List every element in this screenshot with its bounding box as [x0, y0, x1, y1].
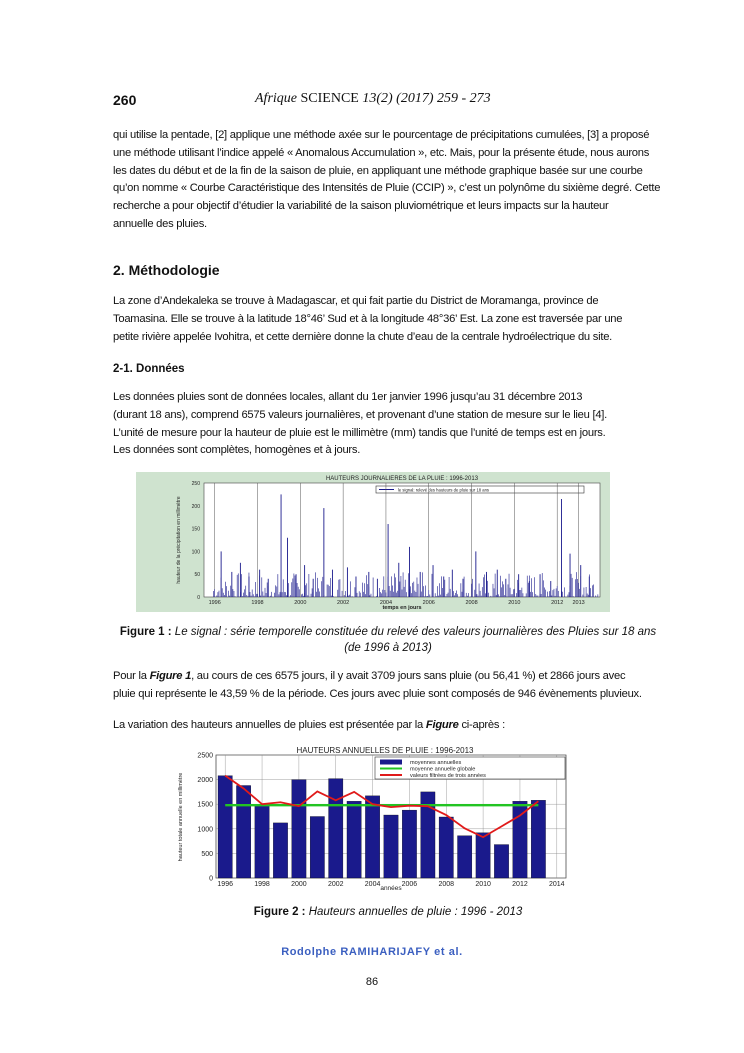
text-line: La zone d’Andekaleka se trouve à Madagascar, et qui fait partie du District de Moramanga, province de — [113, 295, 599, 307]
text-line: une méthode utilisant l’indice appelé « Anomalous Accumulation », etc. Mais, pour la présente étude, nous aurons — [113, 146, 650, 159]
figure-2 — [170, 745, 575, 892]
y-tick-label: 2000 — [197, 777, 213, 785]
annual-bar — [476, 833, 490, 878]
annual-bar — [347, 801, 361, 878]
text-line: qui utilise la pentade, [2] applique une méthode axée sur le pourcentage de précipitations cumulées, [3] a proposé — [113, 129, 650, 141]
x-tick-label: 2006 — [422, 600, 435, 606]
text-line: L’unité de mesure pour la hauteur de pluie est le millimètre (mm) tandis que l’unité de temps est en jours. — [113, 426, 606, 439]
figure-1-caption — [113, 624, 663, 656]
x-tick-label: 2013 — [572, 600, 585, 606]
x-tick-label: 2012 — [551, 600, 564, 606]
x-tick-label: 2014 — [549, 881, 565, 888]
text-line: pluie qui représente le 43,59 % de la période. Ces jours avec pluie sont composés de 946 évènements pluvieux. — [113, 687, 642, 700]
figure-1 — [136, 472, 610, 612]
annual-bar — [458, 836, 472, 878]
subsection-heading: 2-1. Données — [113, 363, 185, 375]
text-line: Les données sont complètes, homogènes et à jours. — [113, 444, 361, 457]
x-tick-label: 2006 — [401, 881, 418, 888]
journal-name-italic: Afrique — [255, 91, 297, 106]
y-tick-label: 2500 — [197, 752, 213, 760]
annual-bar — [439, 817, 453, 878]
x-tick-label: 2000 — [291, 881, 307, 888]
x-axis-label: temps en jours — [382, 605, 422, 611]
text-line: Les données pluies sont de données locales, allant du 1er janvier 1996 jusqu’au 31 décembre 2013 — [113, 391, 583, 403]
chart-title: HAUTEURS JOURNALIERES DE LA PLUIE : 1996-2013 — [325, 476, 479, 482]
annual-bar — [384, 815, 398, 878]
text-fragment: La variation des hauteurs annuelles de pluies est présentée par la — [113, 719, 424, 731]
x-tick-label: 1998 — [251, 600, 264, 606]
y-tick-label: 250 — [191, 481, 200, 487]
figure-1-chart — [136, 472, 610, 612]
x-tick-label: 2004 — [379, 600, 393, 606]
y-tick-label: 1000 — [197, 826, 213, 834]
text-fragment: Pour la — [113, 670, 147, 682]
text-line — [113, 668, 663, 686]
text-line: recherche a pour objectif d’étudier la variabilité de la saison pluviométrique et leurs impacts sur la hauteur — [113, 200, 609, 213]
figure-reference: Figure 1 — [149, 670, 192, 682]
x-tick-label: 2004 — [364, 881, 381, 888]
y-tick-label: 1500 — [197, 801, 213, 809]
method-paragraph — [113, 293, 663, 346]
figure-1-caption-text-line2: (de 1996 à 2013) — [344, 642, 432, 654]
author-line: Rodolphe RAMIHARIJAFY et al. — [281, 946, 463, 958]
y-axis-label: hauteur totale annuelle en millimètre — [178, 772, 184, 862]
running-header-page-number: 260 — [113, 92, 137, 108]
x-tick-label: 2008 — [438, 881, 455, 888]
figure-1-caption-label: Figure 1 : — [119, 626, 172, 638]
figure-2-caption-label: Figure 2 : — [253, 906, 306, 918]
y-tick-label: 0 — [209, 875, 213, 883]
data-paragraph — [113, 389, 663, 460]
y-tick-label: 200 — [191, 503, 200, 510]
y-axis-label: hauteur de la précipitation en millimètre — [176, 496, 182, 584]
annual-bar — [494, 845, 508, 878]
annual-bar — [292, 780, 306, 878]
annual-bar — [310, 817, 324, 879]
intro-paragraph — [113, 127, 663, 234]
x-axis-label: années — [380, 885, 402, 892]
annual-bar — [218, 776, 232, 878]
x-tick-label: 2012 — [512, 881, 528, 888]
annual-bar — [236, 786, 250, 878]
x-tick-label: 2010 — [475, 881, 491, 888]
x-tick-label: 2000 — [294, 600, 307, 606]
figure-1-caption-text: Le signal : série temporelle constituée du relevé des valeurs journalières des Pluies sur 18 ans — [174, 626, 657, 638]
text-line — [113, 717, 663, 735]
x-tick-label: 2008 — [465, 600, 478, 606]
x-tick-label: 2010 — [508, 600, 521, 606]
figure-2-caption-text: Hauteurs annuelles de pluie : 1996 - 2013 — [308, 906, 523, 918]
legend-label: moyennes annuelles — [410, 760, 462, 766]
plot-area — [204, 483, 600, 597]
annual-bar — [329, 779, 343, 878]
text-fragment: ci-après : — [461, 719, 505, 731]
annual-bar — [402, 810, 416, 878]
x-tick-label: 1996 — [217, 881, 233, 888]
legend-swatch — [380, 760, 402, 765]
y-tick-label: 0 — [197, 595, 200, 601]
running-header-journal — [255, 91, 491, 107]
journal-name: SCIENCE — [300, 91, 359, 106]
x-tick-label: 1998 — [254, 881, 270, 888]
y-tick-label: 500 — [201, 850, 213, 858]
y-tick-label: 150 — [191, 526, 200, 533]
text-line: petite rivière appelée Ivohitra, et cette dernière donne la chute d’eau de la centrale hydroélectrique du site. — [113, 330, 613, 343]
section-heading: 2. Méthodologie — [113, 262, 220, 278]
figure-2-caption — [113, 904, 663, 920]
chart-title: HAUTEURS ANNUELLES DE PLUIE : 1996-2013 — [296, 746, 474, 755]
text-line: Toamasina. Elle se trouve à la latitude 18°46’ Sud et à la longitude 48°36’ Est. La zone est traversée par une — [113, 312, 623, 325]
annual-bar — [365, 796, 379, 878]
x-tick-label: 2002 — [337, 600, 350, 606]
annual-bar — [255, 804, 269, 878]
x-tick-label: 2002 — [327, 881, 344, 888]
journal-ref: 13(2) (2017) 259 - 273 — [362, 91, 491, 106]
annual-bar — [513, 801, 527, 878]
y-tick-label: 50 — [194, 572, 200, 579]
text-line: (durant 18 ans), comprend 6575 valeurs journalières, et provenant d’une station de mesure sur le lieu [4]. — [113, 408, 608, 421]
text-line: annuelle des pluies. — [113, 217, 207, 230]
legend-label: le signal: relevé des hauteurs de pluie sur 18 ans — [398, 487, 490, 493]
legend-label: moyenne annuelle globale — [410, 766, 476, 773]
figure-2-chart — [170, 745, 575, 892]
text-fragment: , au cours de ces 6575 jours, il y avait 3709 jours sans pluie (ou 56,41 %) et 2866 jours avec — [191, 670, 626, 682]
footer-page-number: 86 — [365, 976, 379, 988]
variation-sentence — [113, 717, 663, 735]
text-line: les dates du début et de la fin de la saison de pluie, en appliquant une méthode graphique basée sur une courbe — [113, 164, 643, 177]
annual-bar — [531, 800, 545, 878]
legend-label: valeurs filtrées de trois années — [410, 773, 486, 779]
y-tick-label: 100 — [191, 549, 200, 556]
figure-reference: Figure — [425, 719, 459, 731]
text-line: qu’on nomme « Courbe Caractéristique des Intensités de Pluie (CCIP) », c’est un polynôme du sixième degré. Cette — [113, 182, 661, 195]
annual-bar — [273, 823, 287, 878]
x-tick-label: 1996 — [208, 600, 221, 606]
results-paragraph — [113, 668, 663, 704]
